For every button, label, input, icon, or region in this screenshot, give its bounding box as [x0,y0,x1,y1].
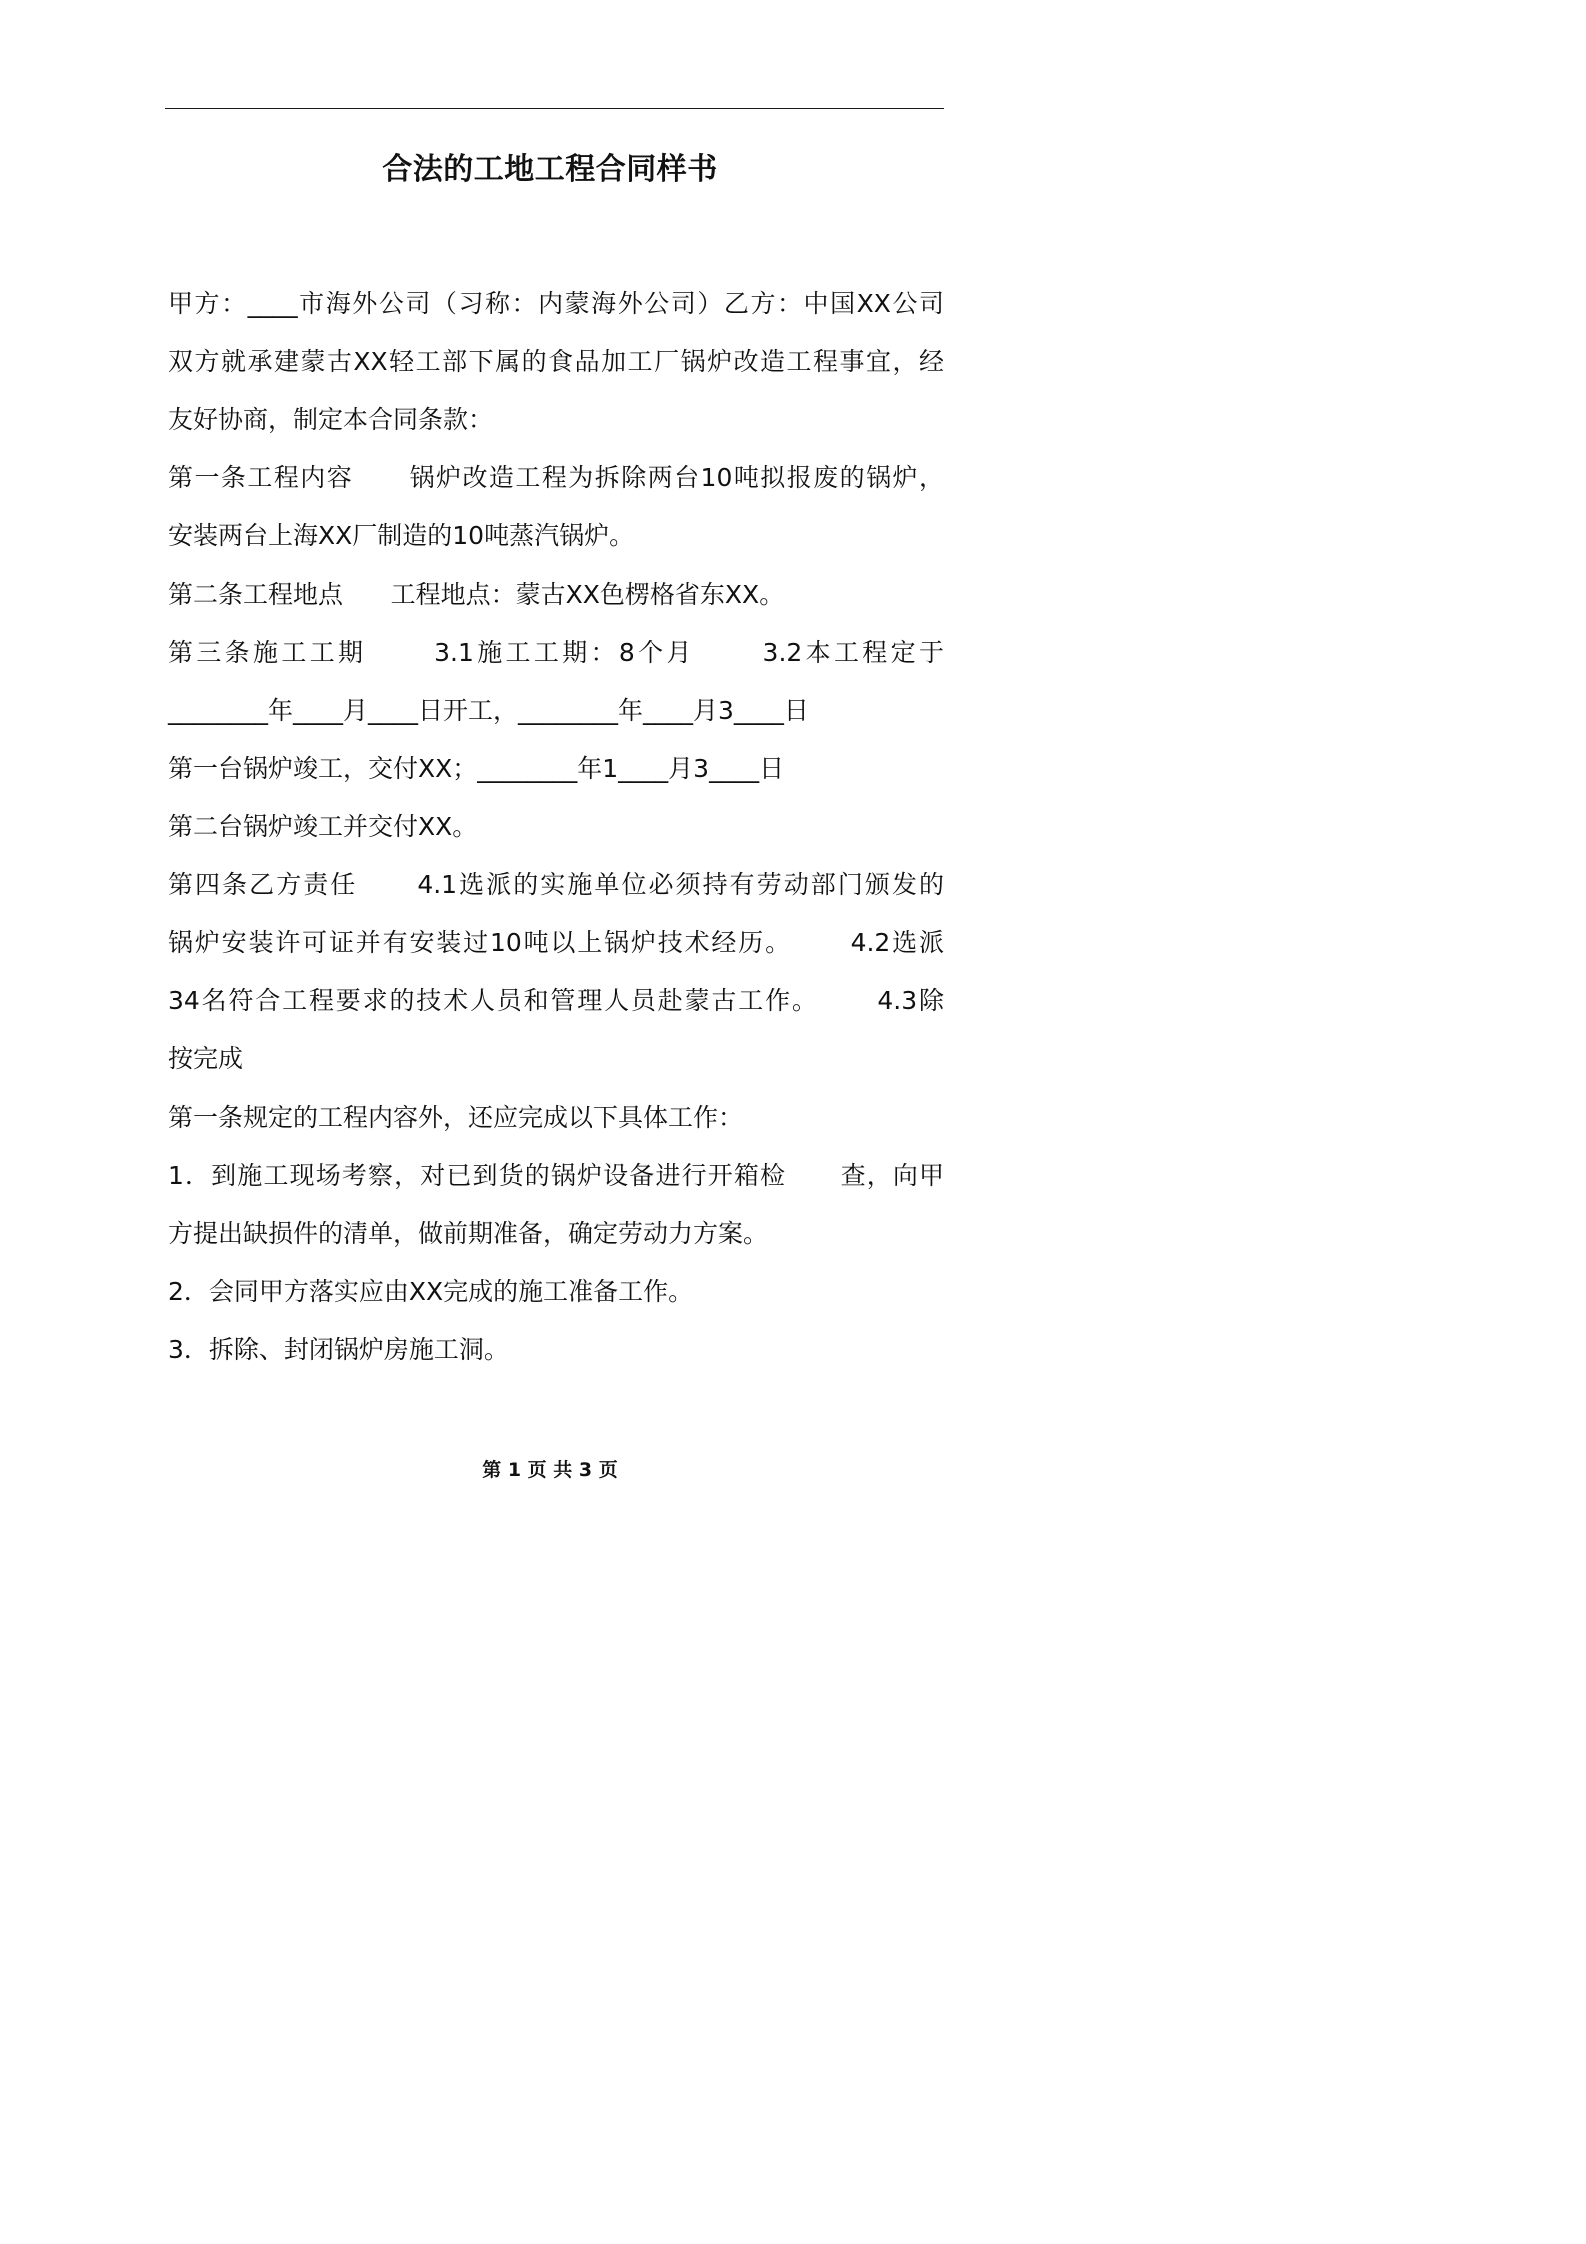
paragraph-line: 友好协商，制定本合同条款： [168,405,494,434]
paragraph-line: 第二台锅炉竣工并交付XX。 [168,812,478,841]
document-title: 合法的工地工程合同样书 [382,152,718,187]
paragraph-line: 34名符合工程要求的技术人员和管理人员赴蒙古工作。 4.3除 [168,986,944,1015]
paragraph-line: 方提出缺损件的清单，做前期准备，确定劳动力方案。 [168,1219,769,1248]
paragraph-line: 按完成 [168,1044,244,1073]
header-rule [165,108,944,109]
paragraph-line: 第一台锅炉竣工，交付XX；________年1____月3____日 [168,754,785,783]
paragraph-line: 3．拆除、封闭锅炉房施工洞。 [168,1335,509,1364]
paragraph-line: 2．会同甲方落实应由XX完成的施工准备工作。 [168,1277,694,1306]
paragraph-line: 第四条乙方责任 4.1选派的实施单位必须持有劳动部门颁发的 [168,870,944,899]
paragraph-line: 1．到施工现场考察，对已到货的锅炉设备进行开箱检 查，向甲 [168,1161,944,1190]
paragraph-line: 第一条工程内容 锅炉改造工程为拆除两台10吨拟报废的锅炉， [168,463,944,492]
paragraph-line: 双方就承建蒙古XX轻工部下属的食品加工厂锅炉改造工程事宜，经 [168,347,944,376]
paragraph-line: 第三条施工工期 3.1施工工期：8个月 3.2本工程定于 [168,638,944,667]
paragraph-line: 第二条工程地点 工程地点：蒙古XX色楞格省东XX。 [168,580,785,609]
page-number-footer: 第 1 页 共 3 页 [482,1459,618,1481]
paragraph-line: 安装两台上海XX厂制造的10吨蒸汽锅炉。 [168,521,635,550]
paragraph-line: 甲方：____市海外公司（习称：内蒙海外公司）乙方：中国XX公司 [168,289,944,318]
paragraph-line: ________年____月____日开工，________年____月3____日 [168,696,809,725]
paragraph-line: 锅炉安装许可证并有安装过10吨以上锅炉技术经历。 4.2选派 [168,928,944,957]
paragraph-line: 第一条规定的工程内容外，还应完成以下具体工作： [168,1103,744,1132]
